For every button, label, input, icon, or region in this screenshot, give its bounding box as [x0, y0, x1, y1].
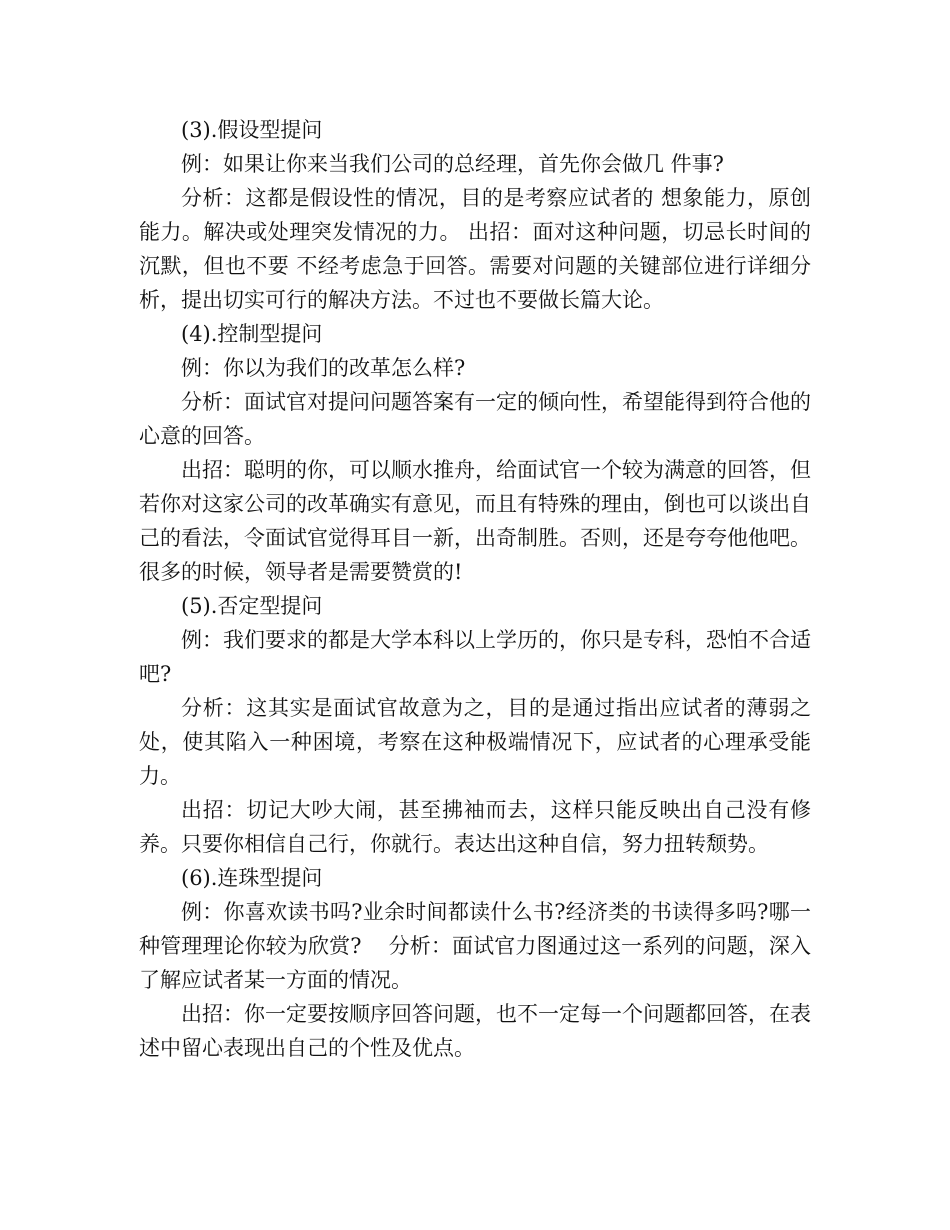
- analysis-paragraph: 分析：这其实是面试官故意为之，目的是通过指出应试者的薄弱之处，使其陷入一种困境，考察在这种极端情况下，应试者的心理承受能力。: [139, 696, 811, 788]
- response-paragraph: 出招：聪明的你，可以顺水推舟，给面试官一个较为满意的回答，但若你对这家公司的改革确实有意见，而且有特殊的理由，倒也可以谈出自己的看法，令面试官觉得耳目一新，出奇制胜。否则，还是夸夸他他吧。很多的时候，领导者是需要赞赏的!: [139, 458, 811, 584]
- example-analysis-paragraph: 例：你喜欢读书吗?业余时间都读什么书?经济类的书读得多吗?哪一种管理理论你较为欣赏? 分析：面试官力图通过这一系列的问题，深入了解应试者某一方面的情况。: [139, 900, 811, 992]
- analysis-paragraph: 分析：这都是假设性的情况，目的是考察应试者的 想象能力，原创能力。解决或处理突发情况的力。 出招：面对这种问题，切忌长时间的沉默，但也不要 不经考虑急于回答。需要对问题的关键部位进行详细分析，提出切实可行的解决方法。不过也不要做长篇大论。: [139, 186, 811, 312]
- heading-hypothetical-question: (3).假设型提问: [181, 118, 323, 142]
- document-body: [139, 113, 811, 1065]
- response-paragraph: 出招：你一定要按顺序回答问题，也不一定每一个问题都回答，在表述中留心表现出自己的个性及优点。: [139, 1002, 811, 1060]
- example-paragraph: 例：我们要求的都是大学本科以上学历的，你只是专科，恐怕不合适吧?: [139, 628, 811, 686]
- example-paragraph: 例：你以为我们的改革怎么样?: [181, 356, 466, 380]
- heading-negative-question: (5).否定型提问: [181, 594, 323, 618]
- response-paragraph: 出招：切记大吵大闹，甚至拂袖而去，这样只能反映出自己没有修养。只要你相信自己行，你就行。表达出这种自信，努力扭转颓势。: [139, 798, 811, 856]
- analysis-paragraph: 分析：面试官对提问问题答案有一定的倾向性，希望能得到符合他的心意的回答。: [139, 390, 811, 448]
- example-paragraph: 例：如果让你来当我们公司的总经理，首先你会做几 件事?: [181, 152, 724, 176]
- heading-chain-question: (6).连珠型提问: [181, 866, 323, 890]
- heading-controlling-question: (4).控制型提问: [181, 322, 323, 346]
